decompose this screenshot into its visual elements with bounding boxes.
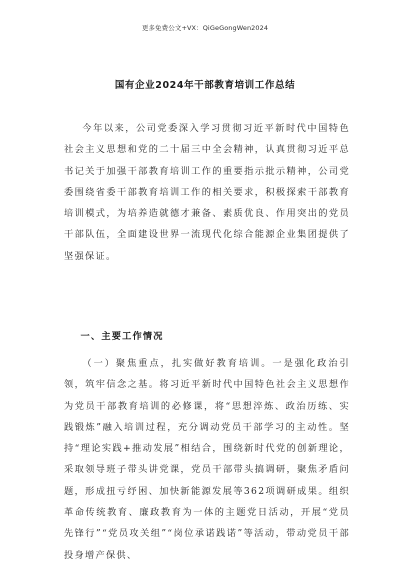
section-heading: 一、主要工作情况 — [80, 331, 164, 342]
intro-paragraph: 今年以来，公司党委深入学习贯彻习近平新时代中国特色社会主义思想和党的二十届三中全会精神，认真贯彻习近平总书记关于加强干部教育培训工作的重要指示批示精神，公司党委围绕省委干部教育培训工作的相关要求，积极探索干部教育培训模式，为培养造就德才兼备、素质优良、作用突出的党员干部队伍，全面建设世界一流现代化综合能源企业集团提供了坚强保证。 — [64, 123, 350, 262]
header-note: 更多免费公文+VX：QiGeGongWen2024 — [141, 24, 269, 32]
document-title: 国有企业2024年干部教育培训工作总结 — [114, 80, 296, 91]
section-paragraph: （一）聚焦重点，扎实做好教育培训。一是强化政治引领，筑牢信念之基。将习近平新时代中国特色社会主义思想作为党员干部教育培训的必修课，将“思想淬炼、政治历练、实践锻炼”融入培训过程，充分调动党员干部学习的主动性。坚持“理论实践+推动发展”相结合，围绕新时代党的创新理论，采取领导班子带头讲党课，党员干部带头搞调研，聚焦矛盾问题，形成扭亏纾困、加快新能源发展等362项调研成果。组织革命传统教育、廉政教育为一体的主题党日活动，开展“党员先锋行”“党员攻关组”“岗位承诺践诺”等活动，带动党员干部投身增产保供、 — [64, 358, 350, 561]
